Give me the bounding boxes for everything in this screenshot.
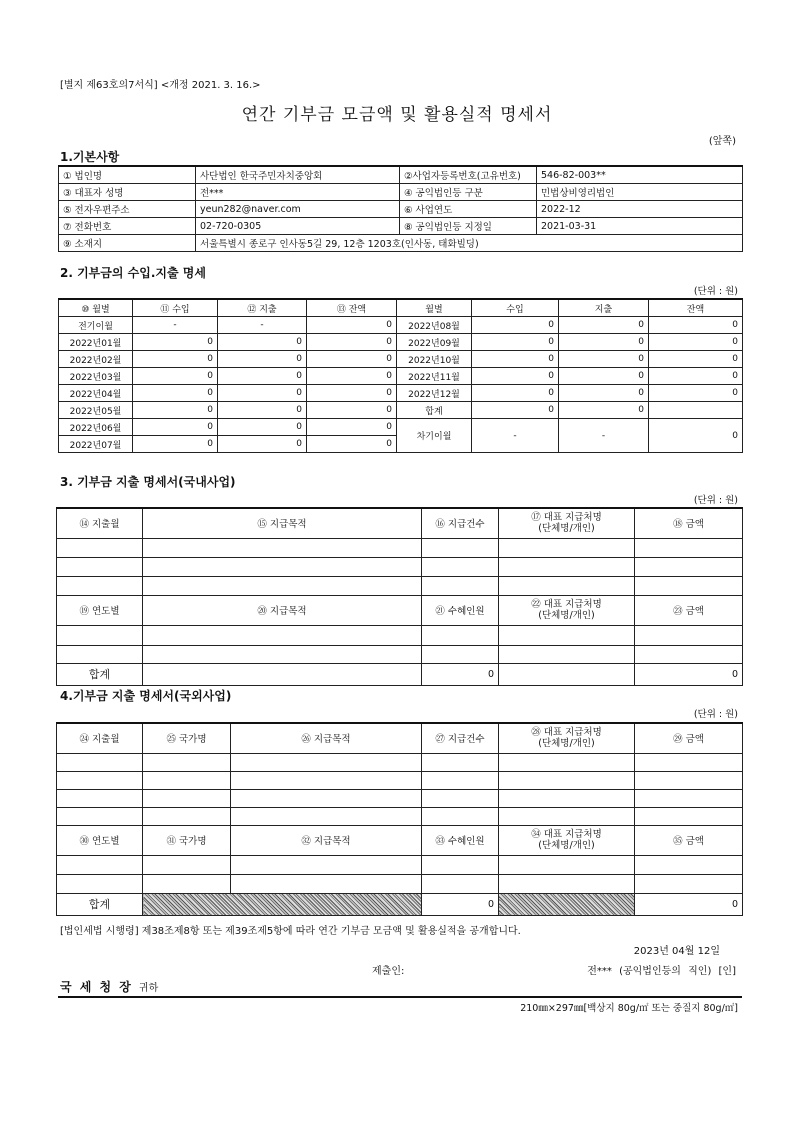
income-value: 0 <box>133 368 218 385</box>
overseas-total-amount: 0 <box>635 893 743 915</box>
income-value: 0 <box>649 385 743 402</box>
address: 서울특별시 종로구 인사동5길 29, 12층 1203호(인사동, 태화빌딩) <box>196 235 743 252</box>
income-value: 0 <box>649 368 743 385</box>
recipient-subheader: (단체명/개인) <box>538 840 595 851</box>
designated-date: 2021-03-31 <box>537 218 743 235</box>
income-total-label: 합계 <box>397 402 472 419</box>
income-month: 2022년11월 <box>397 368 472 385</box>
income-value: 0 <box>472 351 559 368</box>
income-value: 0 <box>133 402 218 419</box>
income-value: 0 <box>133 419 218 436</box>
carry-forward-value: 0 <box>649 419 743 453</box>
income-header-cell: 잔액 <box>649 299 743 317</box>
section-basic-title: 1.기본사항 <box>60 150 120 164</box>
domestic-header-cell <box>499 595 635 625</box>
submitter-seal: 전*** (공익법인등의 직인) [인] <box>587 966 736 977</box>
domestic-table <box>56 507 743 686</box>
overseas-header-cell: ㉕ 국가명 <box>143 723 231 753</box>
income-value: 0 <box>218 385 307 402</box>
income-value: 0 <box>218 368 307 385</box>
recipient-header: ㉘ 대표 지급처명 <box>531 727 602 739</box>
overseas-header-cell: ㉜ 지급목적 <box>231 825 422 855</box>
income-month: 2022년05월 <box>59 402 133 419</box>
recipient-subheader: (단체명/개인) <box>538 523 595 535</box>
income-value: 0 <box>649 317 743 334</box>
honorific: 귀하 <box>138 983 159 994</box>
income-month: 2022년09월 <box>397 334 472 351</box>
income-header-cell: ⑫ 지출 <box>218 299 307 317</box>
income-month: 2022년04월 <box>59 385 133 402</box>
income-header-cell: 지출 <box>559 299 649 317</box>
email-label: ⑤ 전자우편주소 <box>59 201 196 218</box>
form-number: [별지 제63호의7서식] <개정 2021. 3. 16.> <box>60 80 261 91</box>
domestic-header-cell: ⑳ 지급목적 <box>143 595 422 625</box>
recipient-header: ⑰ 대표 지급처명 <box>531 512 602 524</box>
income-month: 2022년07월 <box>59 436 133 453</box>
overseas-header-cell: ㉝ 수혜인원 <box>422 825 499 855</box>
domestic-header-cell <box>499 508 635 538</box>
income-header-cell: ⑩ 월별 <box>59 299 133 317</box>
overseas-header-cell: ㉔ 지출월 <box>57 723 143 753</box>
domestic-header-cell: ㉑ 수혜인원 <box>422 595 499 625</box>
income-total-value: 0 <box>559 402 649 419</box>
recipient-subheader: (단체명/개인) <box>538 610 595 621</box>
overseas-total-label: 합계 <box>57 893 143 915</box>
income-unit: (단위 : 원) <box>693 286 738 297</box>
income-value: 0 <box>307 436 397 453</box>
income-value: 0 <box>559 385 649 402</box>
income-value: 0 <box>307 368 397 385</box>
overseas-header-cell: ㉙ 금액 <box>635 723 743 753</box>
domestic-total-count: 0 <box>422 663 499 685</box>
overseas-total-count: 0 <box>422 893 499 915</box>
income-value: 0 <box>472 317 559 334</box>
income-value: 0 <box>649 351 743 368</box>
email: yeun282@naver.com <box>196 201 400 218</box>
income-value: 0 <box>307 402 397 419</box>
income-month: 2022년01월 <box>59 334 133 351</box>
front-side-label: (앞쪽) <box>708 136 736 147</box>
designated-label: ⑧ 공익법인등 지정일 <box>400 218 537 235</box>
income-value: 0 <box>307 385 397 402</box>
income-value: 0 <box>218 419 307 436</box>
income-value: 0 <box>133 334 218 351</box>
section-overseas-title: 4.기부금 지출 명세서(국외사업) <box>60 689 232 703</box>
section-income-title: 2. 기부금의 수입.지출 명세 <box>60 266 206 280</box>
submitter-label: 제출인: <box>372 966 405 977</box>
corp-type: 민법상비영리법인 <box>537 184 743 201</box>
overseas-header-cell: ㉗ 지급건수 <box>422 723 499 753</box>
year-label: ⑥ 사업연도 <box>400 201 537 218</box>
corp-name: 사단법인 한국주민자치중앙회 <box>196 166 400 184</box>
redacted-cell <box>499 893 635 915</box>
paper-spec: 210㎜×297㎜[백상지 80g/㎡ 또는 중질지 80g/㎡] <box>520 1003 738 1014</box>
legal-statement: [법인세법 시행령] 제38조제8항 또는 제39조제5항에 따라 연간 기부금 모금액 및 활용실적을 공개합니다. <box>60 926 521 937</box>
income-header-cell: 수입 <box>472 299 559 317</box>
income-value: 0 <box>559 351 649 368</box>
income-header-cell: ⑪ 수입 <box>133 299 218 317</box>
carry-forward-label: 차기이월 <box>397 419 472 453</box>
income-value: - <box>218 317 307 334</box>
divider <box>58 996 742 998</box>
section-domestic-title: 3. 기부금 지출 명세서(국내사업) <box>60 475 236 489</box>
income-value: 0 <box>559 317 649 334</box>
income-value: 0 <box>218 351 307 368</box>
income-total-value <box>649 402 743 419</box>
income-month: 2022년10월 <box>397 351 472 368</box>
income-value: 0 <box>133 436 218 453</box>
income-value: 0 <box>133 385 218 402</box>
biz-no-label: ②사업자등록번호(고유번호) <box>400 166 537 184</box>
domestic-header-cell: ⑱ 금액 <box>635 508 743 538</box>
type-label: ④ 공익법인등 구분 <box>400 184 537 201</box>
income-table <box>58 298 743 453</box>
basic-info-table <box>58 165 743 252</box>
income-month: 2022년12월 <box>397 385 472 402</box>
recipient-office <box>60 978 158 995</box>
domestic-header-cell: ⑯ 지급건수 <box>422 508 499 538</box>
income-value: 0 <box>307 351 397 368</box>
recipient-header: ㉞ 대표 지급처명 <box>531 829 602 840</box>
income-value: 0 <box>218 436 307 453</box>
submission-date: 2023년 04월 12일 <box>633 946 720 957</box>
domestic-header-cell: ⑭ 지출월 <box>57 508 143 538</box>
domestic-header-cell: ㉓ 금액 <box>635 595 743 625</box>
overseas-header-cell: ㉟ 금액 <box>635 825 743 855</box>
income-total-value: 0 <box>472 402 559 419</box>
phone-label: ⑦ 전화번호 <box>59 218 196 235</box>
income-value: 0 <box>218 402 307 419</box>
income-value: 0 <box>307 317 397 334</box>
overseas-header-cell: ㉛ 국가명 <box>143 825 231 855</box>
income-value: 0 <box>307 419 397 436</box>
rep-name: 전*** <box>196 184 400 201</box>
carry-forward-value: - <box>472 419 559 453</box>
overseas-header-cell <box>499 723 635 753</box>
corp-name-label: ① 법인명 <box>59 166 196 184</box>
address-label: ⑨ 소재지 <box>59 235 196 252</box>
recipient-subheader: (단체명/개인) <box>538 738 595 750</box>
office-name: 국 세 청 장 <box>60 980 133 994</box>
income-value: 0 <box>649 334 743 351</box>
income-value: 0 <box>559 334 649 351</box>
overseas-unit: (단위 : 원) <box>693 709 738 720</box>
domestic-total-amount: 0 <box>635 663 743 685</box>
income-month: 2022년08월 <box>397 317 472 334</box>
biz-no: 546-82-003** <box>537 166 743 184</box>
rep-label: ③ 대표자 성명 <box>59 184 196 201</box>
domestic-header-cell: ⑲ 연도별 <box>57 595 143 625</box>
page-title: 연간 기부금 모금액 및 활용실적 명세서 <box>241 105 553 125</box>
overseas-header-cell: ㉖ 지급목적 <box>231 723 422 753</box>
income-value: 0 <box>472 334 559 351</box>
domestic-unit: (단위 : 원) <box>693 495 738 506</box>
business-year: 2022-12 <box>537 201 743 218</box>
income-month: 전기이월 <box>59 317 133 334</box>
domestic-total-label: 합계 <box>57 663 143 685</box>
overseas-table <box>56 722 743 916</box>
income-month: 2022년03월 <box>59 368 133 385</box>
income-value: 0 <box>559 368 649 385</box>
income-header-cell: 월별 <box>397 299 472 317</box>
overseas-header-cell: ㉚ 연도별 <box>57 825 143 855</box>
income-value: 0 <box>307 334 397 351</box>
income-value: 0 <box>133 351 218 368</box>
carry-forward-value: - <box>559 419 649 453</box>
phone: 02-720-0305 <box>196 218 400 235</box>
income-header-cell: ⑬ 잔액 <box>307 299 397 317</box>
income-value: - <box>133 317 218 334</box>
income-value: 0 <box>472 368 559 385</box>
income-value: 0 <box>472 385 559 402</box>
overseas-header-cell <box>499 825 635 855</box>
domestic-header-cell: ⑮ 지급목적 <box>143 508 422 538</box>
recipient-header: ㉒ 대표 지급처명 <box>531 599 602 610</box>
income-month: 2022년06월 <box>59 419 133 436</box>
income-month: 2022년02월 <box>59 351 133 368</box>
income-value: 0 <box>218 334 307 351</box>
redacted-cell <box>143 893 422 915</box>
